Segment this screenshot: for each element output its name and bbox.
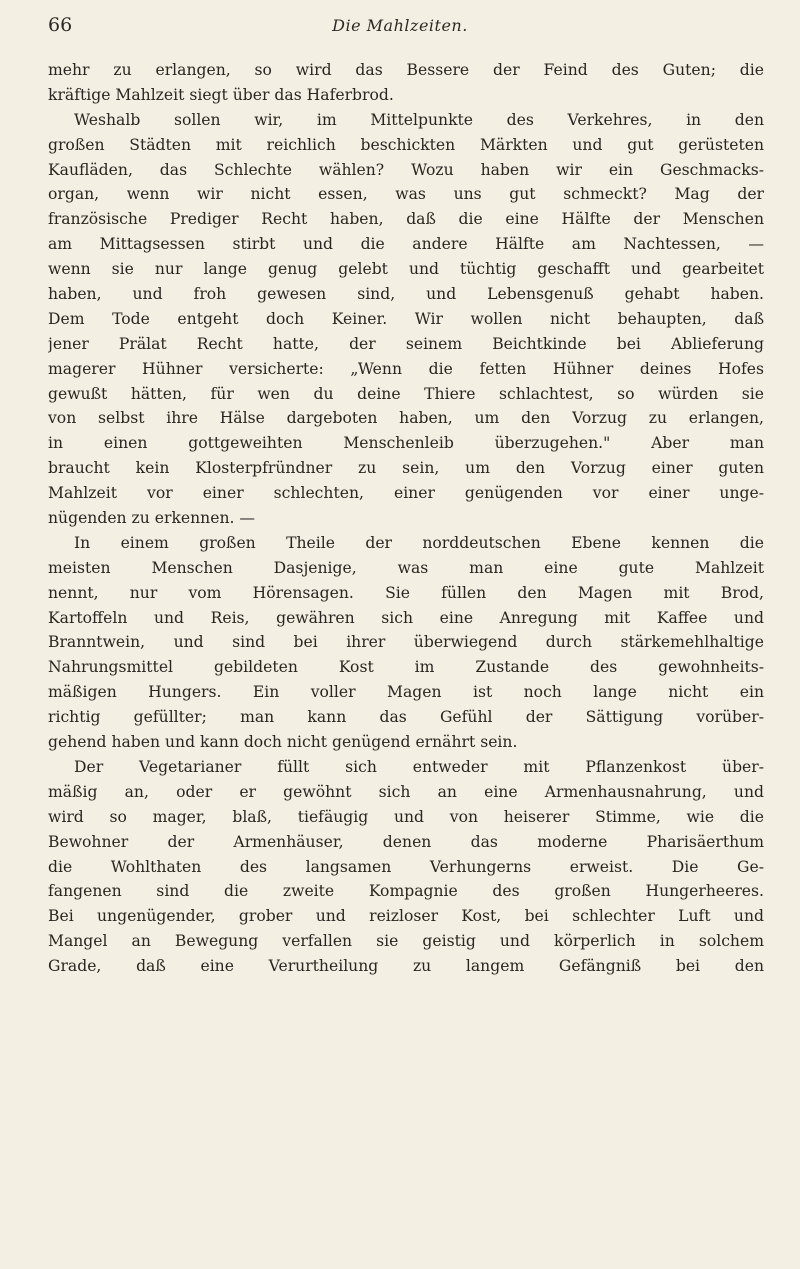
text-line: mäßigen Hungers. Ein voller Magen ist noch lange nicht ein — [48, 683, 764, 702]
text-line: mehr zu erlangen, so wird das Bessere der Feind des Guten; die — [48, 61, 764, 79]
text-line: nügenden zu erkennen. — — [48, 509, 255, 528]
text-line: Dem Tode entgeht doch Keiner. Wir wollen nicht behaupten, daß — [48, 309, 764, 328]
text-line: richtig gefüllter; man kann das Gefühl der Sättigung vorüber- — [48, 708, 764, 727]
text-line: Bei ungenügender, grober und reizloser Kost, bei schlechter Luft und — [48, 907, 764, 926]
text-line: Der Vegetarianer füllt sich entweder mit Pflanzenkost über- — [74, 757, 764, 776]
text-line: organ, wenn wir nicht essen, was uns gut schmeckt? Mag der — [48, 185, 764, 204]
text-line: französische Prediger Recht haben, daß die eine Hälfte der Menschen — [48, 210, 764, 229]
text-line: jener Prälat Recht hatte, der seinem Beichtkinde bei Ablieferung — [48, 334, 764, 353]
text-line: kräftige Mahlzeit siegt über das Haferbrod. — [48, 85, 394, 104]
text-line: mäßig an, oder er gewöhnt sich an eine Armenhausnahrung, und — [48, 782, 764, 801]
text-line: Mahlzeit vor einer schlechten, einer genügenden vor einer unge- — [48, 484, 764, 503]
running-title: Die Mahlzeiten. — [332, 16, 468, 35]
text-line: wird so mager, blaß, tiefäugig und von heiserer Stimme, wie die — [48, 807, 764, 826]
text-line: braucht kein Klosterpfründner zu sein, um den Vorzug einer guten — [48, 459, 764, 478]
page-header — [48, 14, 752, 44]
body-text — [48, 58, 764, 979]
text-line: meisten Menschen Dasjenige, was man eine gute Mahlzeit — [48, 558, 764, 577]
text-line: wenn sie nur lange genug gelebt und tüchtig geschafft und gearbeitet — [48, 260, 764, 279]
text-line: In einem großen Theile der norddeutschen Ebene kennen die — [74, 533, 764, 552]
text-line: Grade, daß eine Verurtheilung zu langem Gefängniß bei den — [48, 957, 764, 976]
text-line: Bewohner der Armenhäuser, denen das moderne Pharisäerthum — [48, 832, 764, 851]
text-line: Kaufläden, das Schlechte wählen? Wozu haben wir ein Geschmacks- — [48, 160, 764, 179]
page-number: 66 — [48, 14, 73, 36]
text-line: fangenen sind die zweite Kompagnie des großen Hungerheeres. — [48, 882, 764, 901]
text-line: haben, und froh gewesen sind, und Lebensgenuß gehabt haben. — [48, 285, 764, 304]
text-line: Branntwein, und sind bei ihrer überwiegend durch stärkemehlhaltige — [48, 633, 764, 652]
text-line: Nahrungsmittel gebildeten Kost im Zustande des gewohnheits- — [48, 658, 764, 677]
text-line: gehend haben und kann doch nicht genügend ernährt sein. — [48, 733, 518, 752]
text-line: magerer Hühner versicherte: „Wenn die fetten Hühner deines Hofes — [48, 359, 764, 378]
text-line: von selbst ihre Hälse dargeboten haben, um den Vorzug zu erlangen, — [48, 409, 764, 428]
text-line: nennt, nur vom Hörensagen. Sie füllen den Magen mit Brod, — [48, 583, 764, 602]
text-line: in einen gottgeweihten Menschenleib überzugehen." Aber man — [48, 434, 764, 453]
text-line: gewußt hätten, für wen du deine Thiere schlachtest, so würden sie — [48, 384, 764, 403]
text-line: Mangel an Bewegung verfallen sie geistig und körperlich in solchem — [48, 932, 764, 951]
text-line: am Mittagsessen stirbt und die andere Hälfte am Nachtessen, — — [48, 235, 764, 254]
text-line: großen Städten mit reichlich beschickten Märkten und gut gerüsteten — [48, 135, 764, 154]
text-line: Kartoffeln und Reis, gewähren sich eine Anregung mit Kaffee und — [48, 608, 764, 627]
text-line: Weshalb sollen wir, im Mittelpunkte des Verkehres, in den — [74, 110, 764, 129]
text-line: die Wohlthaten des langsamen Verhungerns erweist. Die Ge- — [48, 857, 764, 876]
